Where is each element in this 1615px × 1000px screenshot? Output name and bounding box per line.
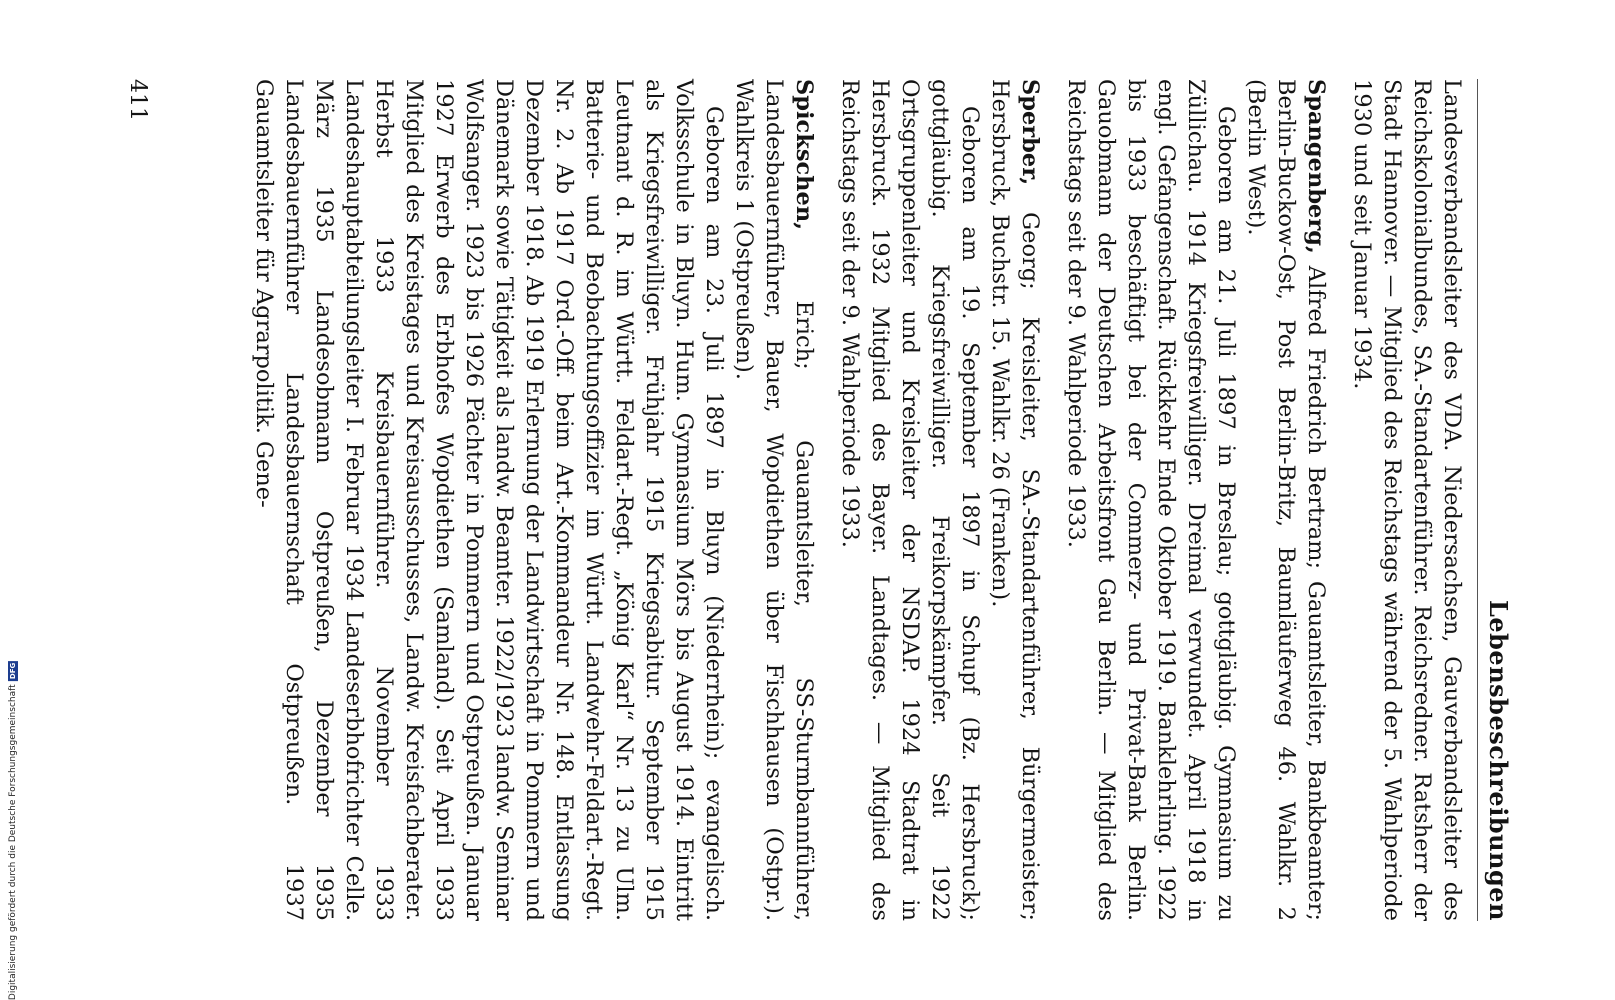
entry-name: Spangenberg, <box>1302 79 1329 254</box>
entry-bio: Geboren am 19. September 1897 in Schupf (Bz. Hersbruck); gottgläubig. Kriegsfreiwilliger. Freikorpskämpfer. Seit 1922 Ortsgruppenleiter und Kreisleiter der NSDAP. 1924 Stadtrat in Hersbruck. 1932 Mitglied des Bayer. Landtages. — Mitglied des Reichstags seit der 9. Wahlperiode 1933. <box>836 79 983 921</box>
entry-continuation: Landesverbandsleiter des VDA. Niedersachsen, Gauverbandsleiter des Reichskolonialbundes, SA.-Standartenführer. Reichsredner. Ratsherr der Stadt Hannover. — Mitglied des Reichstags während der 5. Wahlperiode 1930 und seit Januar 1934. <box>1348 79 1465 921</box>
funding-note: Digitalisierung gefördert durch die Deutsche Forschungsgemeinschaft <box>8 684 18 1000</box>
entry-intro <box>985 79 1045 921</box>
entry-name: Sperber, <box>1016 79 1043 186</box>
dfg-logo: DFG <box>9 662 17 680</box>
funding-note-strip <box>0 600 26 1000</box>
page-number: 411 <box>124 79 150 121</box>
entry-bio: Geboren am 23. Juli 1897 in Bluyn (Niederrhein); evangelisch. Volksschule in Bluyn. Hum. Gymnasium Mörs bis August 1914. Eintritt als Kriegsfreiwilliger. Frühjahr 1915 Kriegsabitur. September 1915 Leutnant d. R. im Württ. Feldart.-Regt. „König Karl“ Nr. 13 zu Ulm. Batterie- und Beobachtungsoffizier im Württ. Landwehr-Feldart.-Regt. Nr. 2. Ab 1917 Ord.-Off. beim Art.-Kommandeur Nr. 148. Entlassung Dezember 1918. Ab 1919 Erlernung der Landwirtschaft in Pommern und Dänemark sowie Tätigkeit als landw. Beamter. 1922/1923 landw. Seminar Wolfsanger. 1923 bis 1926 Pächter in Pommern und Ostpreußen. Januar 1927 Erwerb des Erbhofes Wopdiethen (Samland). Seit April 1933 Mitglied des Kreistages und Kreisausschusses, Landw. Kreisfachberater. Herbst 1933 Kreisbauernführer. November 1933 Landeshauptabteilungsleiter I. Februar 1934 Landeserbhofrichter Celle. März 1935 Landesobmann Ostpreußen, Dezember 1935 Landesbauernführer Landesbauernschaft Ostpreußen. 1937 Gauamtsleiter für Agrarpolitik. Gene- <box>250 79 727 921</box>
entry-intro <box>1241 79 1331 921</box>
page-header: Lebensbeschreibungen <box>1477 79 1513 921</box>
entry-intro <box>729 79 819 921</box>
entry-intro-text: Georg; Kreisleiter, SA.-Standartenführer, Bürgermeister; Hersbruck, Buchstr. 15. Wahlkr. 26 (Franken). <box>986 79 1043 921</box>
entry-bio: Geboren am 21. Juli 1897 in Breslau; gottgläubig. Gymnasium zu Züllichau. 1914 Kriegsfreiwilliger. Dreimal verwundet. April 1918 in engl. Gefangenschaft. Rückkehr Ende Oktober 1919. Banklehrling. 1922 bis 1933 beschäftigt bei der Commerz- und Privat-Bank Berlin. Gauobmann der Deutschen Arbeitsfront Gau Berlin. — Mitglied des Reichstags seit der 9. Wahlperiode 1933. <box>1062 79 1239 921</box>
biography-entry <box>1061 79 1331 921</box>
page-text <box>233 79 1467 921</box>
entry-name: Spickschen, <box>790 79 817 231</box>
scanned-page-area <box>30 0 1615 1000</box>
scanned-page <box>113 55 1533 945</box>
biography-entry <box>249 79 819 921</box>
biography-entry <box>835 79 1045 921</box>
entry-intro-text: Erich; Gauamtsleiter, SS-Sturmbannführer, Landesbauernführer, Bauer, Wopdiethen über Fischhausen (Ostpr.). Wahlkreis 1 (Ostpreußen). <box>730 79 817 921</box>
biography-entry <box>1347 79 1467 921</box>
entry-intro-text: Alfred Friedrich Bertram; Gauamtsleiter, Bankbeamter; Berlin-Buckow-Ost, Post Berlin-Britz, Baumläuferweg 46. Wahlkr. 2 (Berlin West). <box>1242 79 1329 922</box>
